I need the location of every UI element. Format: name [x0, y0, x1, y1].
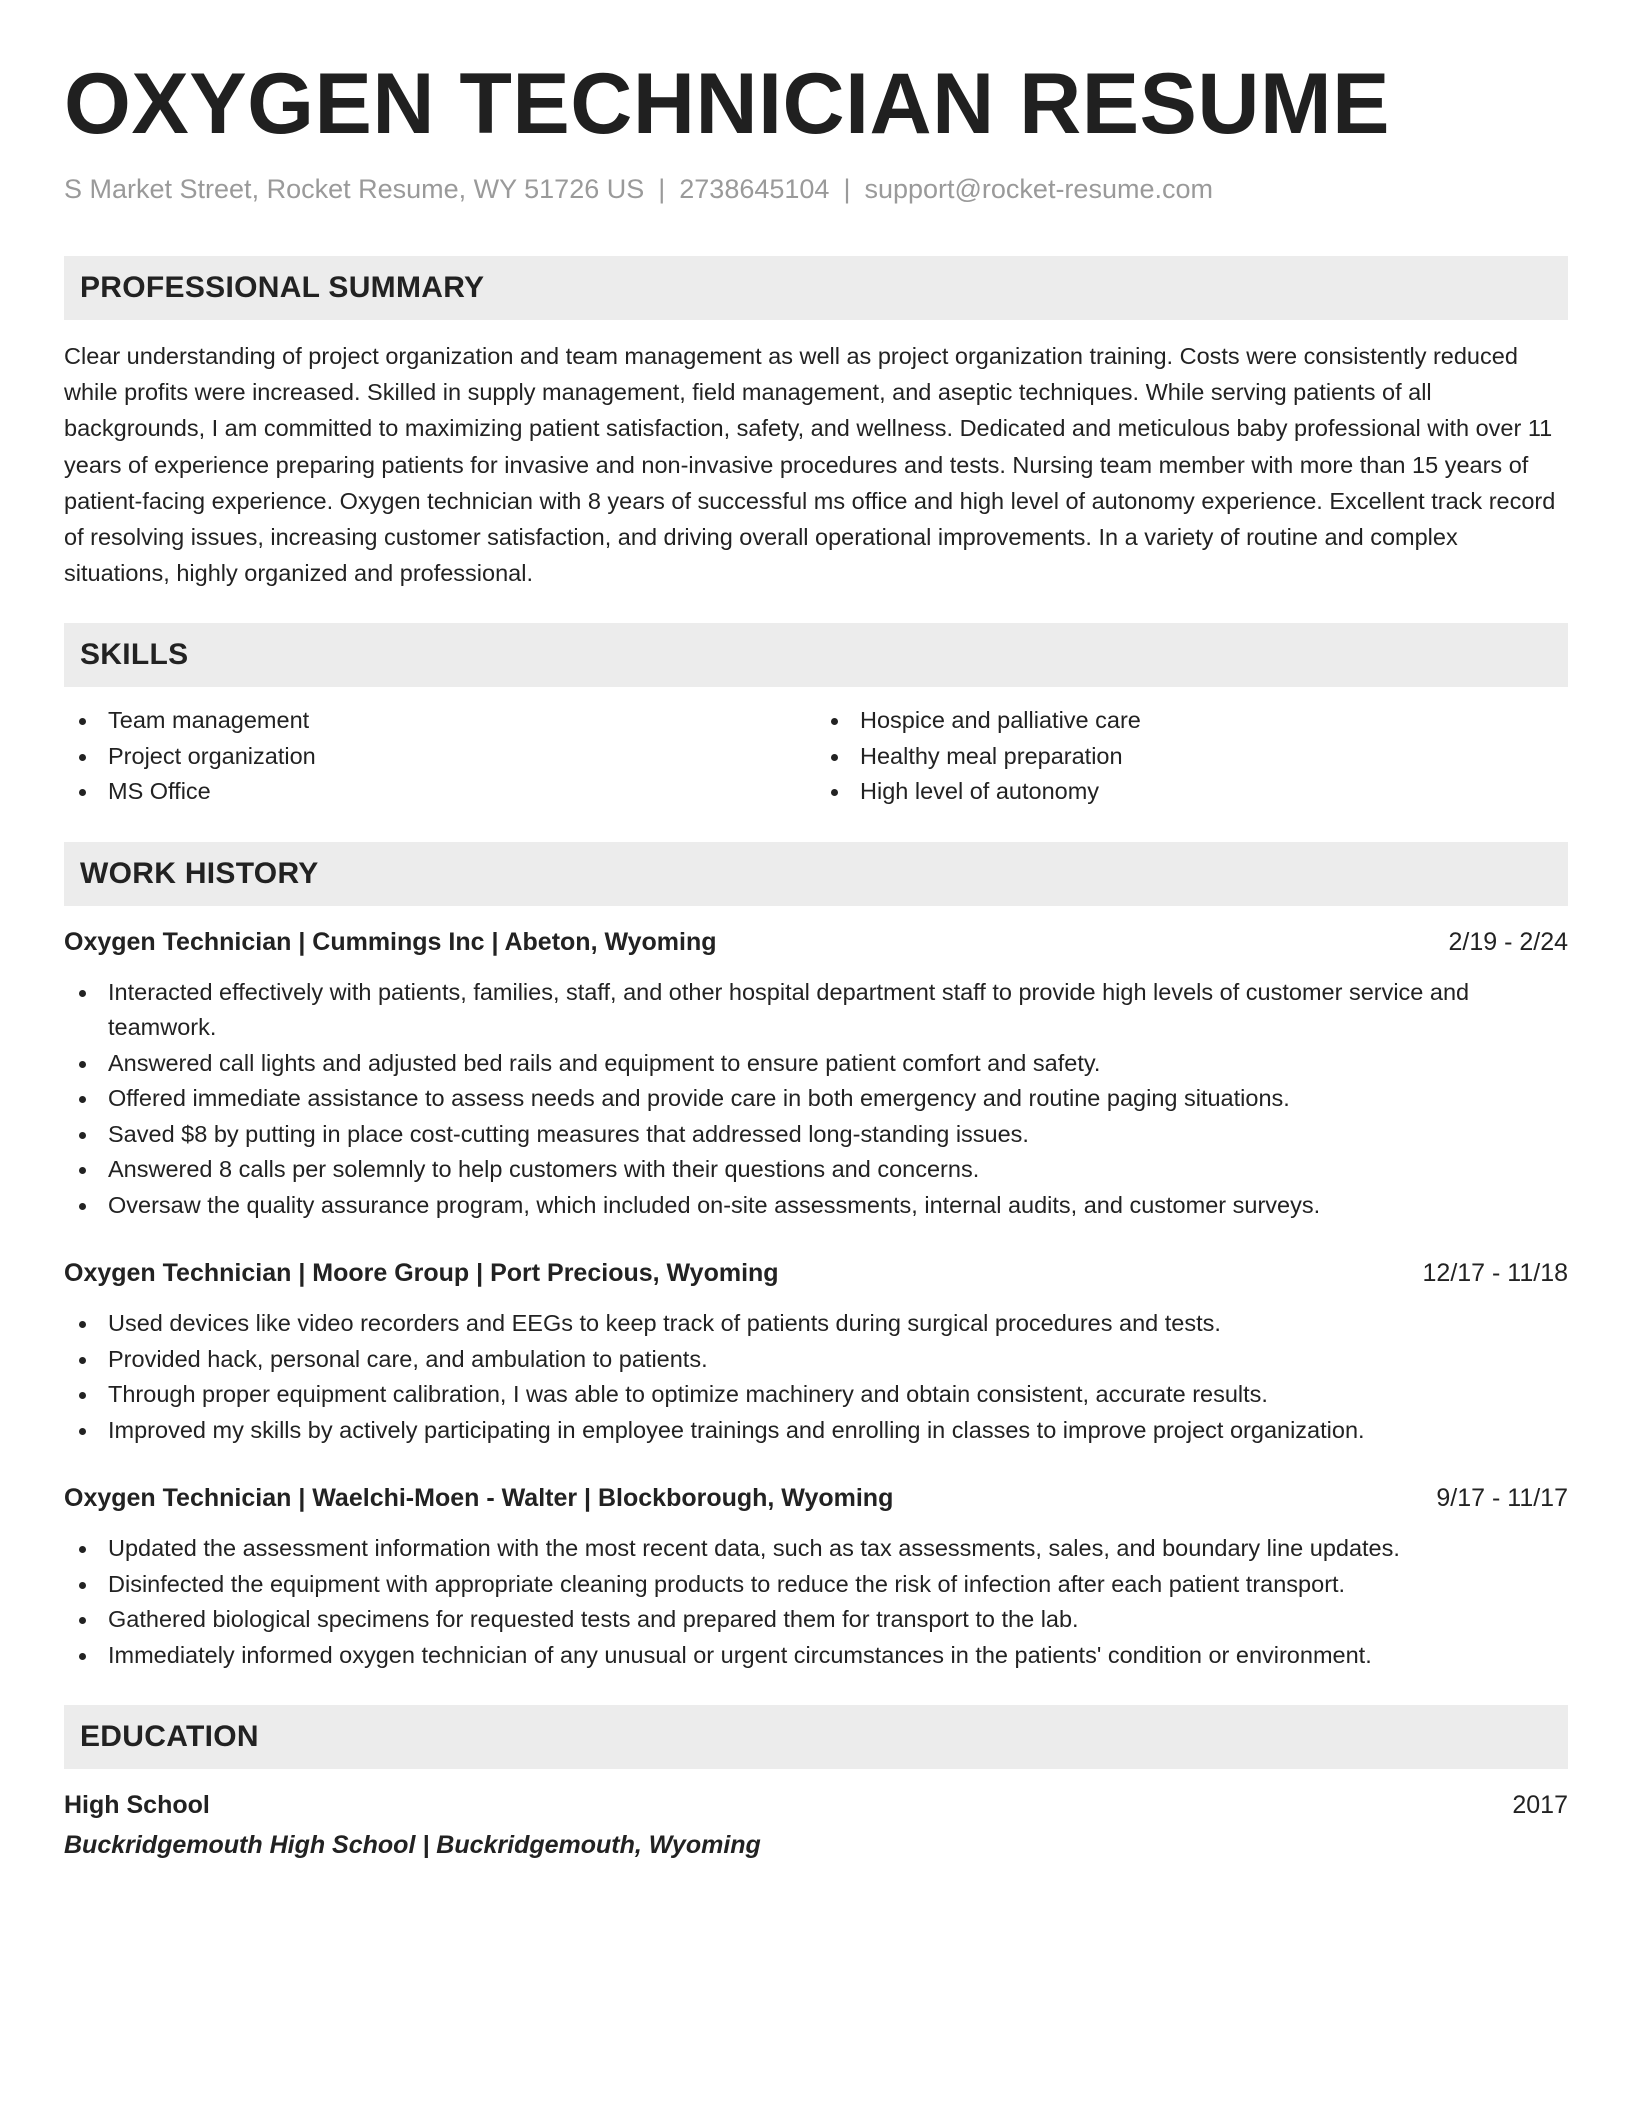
job-bullet	[64, 1531, 1568, 1567]
contact-separator: |	[658, 174, 666, 204]
skill-item	[64, 703, 816, 739]
bullet-icon	[79, 754, 86, 761]
job-bullet-text: Interacted effectively with patients, families, staff, and other hospital department staff to provide high levels of customer service and teamwork.	[108, 978, 1470, 1041]
job-bullet	[64, 1152, 1568, 1188]
bullet-icon	[79, 1061, 86, 1068]
job-bullet-text: Oversaw the quality assurance program, which included on-site assessments, internal audits, and customer surveys.	[108, 1191, 1321, 1218]
bullet-icon	[79, 990, 86, 997]
job-bullet	[64, 1188, 1568, 1224]
skill-item	[816, 739, 1568, 775]
job-dates: 2/19 - 2/24	[1448, 927, 1568, 956]
job-bullet	[64, 1342, 1568, 1378]
contact-address: S Market Street, Rocket Resume, WY 51726 US	[64, 174, 645, 204]
bullet-icon	[831, 789, 838, 796]
job-bullet-text: Used devices like video recorders and EEGs to keep track of patients during surgical procedures and tests.	[108, 1310, 1221, 1337]
job-bullets	[64, 1531, 1568, 1673]
job-bullet	[64, 1413, 1568, 1449]
job-title: Oxygen Technician | Cummings Inc | Abeton, Wyoming	[64, 927, 717, 956]
job-bullet	[64, 1306, 1568, 1342]
job-bullet	[64, 1638, 1568, 1674]
skills-column-right	[816, 703, 1568, 810]
job-dates: 12/17 - 11/18	[1422, 1259, 1568, 1288]
section-heading-education: EDUCATION	[64, 1705, 1568, 1769]
job-bullet-text: Offered immediate assistance to assess needs and provide care in both emergency and routine paging situations.	[108, 1085, 1290, 1112]
job-bullets	[64, 1306, 1568, 1448]
skill-item	[64, 774, 816, 810]
job-bullet-text: Disinfected the equipment with appropriate cleaning products to reduce the risk of infection after each patient transport.	[108, 1570, 1346, 1597]
job-bullet	[64, 975, 1568, 1046]
section-heading-work-history: WORK HISTORY	[64, 842, 1568, 906]
skills-list	[64, 703, 1568, 810]
job-bullet	[64, 1567, 1568, 1603]
job-title: Oxygen Technician | Moore Group | Port Precious, Wyoming	[64, 1259, 779, 1288]
contact-email: support@rocket-resume.com	[864, 174, 1213, 204]
skill-label: Hospice and palliative care	[860, 707, 1141, 734]
job-bullet-text: Through proper equipment calibration, I was able to optimize machinery and obtain consistent, accurate results.	[108, 1381, 1268, 1408]
bullet-icon	[79, 1321, 86, 1328]
bullet-icon	[79, 1617, 86, 1624]
resume-title: OXYGEN TECHNICIAN RESUME	[64, 56, 1391, 152]
job-bullet-text: Improved my skills by actively participating in employee trainings and enrolling in classes to improve project organization.	[108, 1416, 1365, 1443]
job-bullet-text: Updated the assessment information with the most recent data, such as tax assessments, sales, and boundary line updates.	[108, 1535, 1400, 1562]
bullet-icon	[79, 1582, 86, 1589]
bullet-icon	[79, 789, 86, 796]
job-bullet	[64, 1377, 1568, 1413]
bullet-icon	[79, 1203, 86, 1210]
bullet-icon	[831, 718, 838, 725]
contact-separator: |	[843, 174, 851, 204]
skill-label: MS Office	[108, 778, 211, 805]
skill-item	[816, 774, 1568, 810]
skills-column-left	[64, 703, 816, 810]
contact-phone: 2738645104	[679, 174, 830, 204]
job-bullet-text: Answered 8 calls per solemnly to help customers with their questions and concerns.	[108, 1156, 980, 1183]
section-heading-skills: SKILLS	[64, 623, 1568, 687]
job-header	[64, 924, 1568, 960]
bullet-icon	[79, 1392, 86, 1399]
bullet-icon	[79, 718, 86, 725]
bullet-icon	[831, 754, 838, 761]
job-bullet-text: Answered call lights and adjusted bed rails and equipment to ensure patient comfort and safety.	[108, 1049, 1101, 1076]
skill-label: Team management	[108, 707, 310, 734]
bullet-icon	[79, 1428, 86, 1435]
job-dates: 9/17 - 11/17	[1436, 1484, 1568, 1513]
skill-item	[816, 703, 1568, 739]
job-bullet	[64, 1081, 1568, 1117]
job-bullet	[64, 1602, 1568, 1638]
bullet-icon	[79, 1357, 86, 1364]
bullet-icon	[79, 1167, 86, 1174]
job-bullets	[64, 975, 1568, 1224]
job-title: Oxygen Technician | Waelchi-Moen - Walter | Blockborough, Wyoming	[64, 1484, 894, 1513]
section-heading-summary: PROFESSIONAL SUMMARY	[64, 256, 1568, 320]
skill-label: High level of autonomy	[860, 778, 1100, 805]
education-entry	[64, 1787, 1568, 1863]
job-header	[64, 1480, 1568, 1516]
job-bullet	[64, 1046, 1568, 1082]
contact-line	[64, 172, 1568, 206]
education-year: 2017	[1512, 1791, 1568, 1820]
bullet-icon	[79, 1096, 86, 1103]
education-degree: High School	[64, 1791, 210, 1820]
education-header	[64, 1787, 1568, 1823]
summary-text: Clear understanding of project organization and team management as well as project organization training. Costs were consistently reduced while profits were increased. Skilled in supply management, field management, and aseptic techniques. While serving patients of all backgrounds, I am committed to maximizing patient satisfaction, safety, and wellness. Dedicated and meticulous baby professional with over 11 years of experience preparing patients for invasive and non-invasive procedures and tests. Nursing team member with more than 15 years of patient-facing experience. Oxygen technician with 8 years of successful ms office and high level of autonomy experience. Excellent track record of resolving issues, increasing customer satisfaction, and driving overall operational improvements. In a variety of routine and complex situations, highly organized and professional.	[64, 343, 1556, 587]
job-bullet-text: Gathered biological specimens for requested tests and prepared them for transport to the lab.	[108, 1606, 1079, 1633]
bullet-icon	[79, 1653, 86, 1660]
skill-label: Healthy meal preparation	[860, 742, 1123, 769]
job-bullet-text: Provided hack, personal care, and ambulation to patients.	[108, 1345, 708, 1372]
bullet-icon	[79, 1132, 86, 1139]
job-entry	[64, 924, 1568, 1224]
education-school: Buckridgemouth High School | Buckridgemouth, Wyoming	[64, 1831, 761, 1860]
job-bullet-text: Saved $8 by putting in place cost-cutting measures that addressed long-standing issues.	[108, 1120, 1029, 1147]
skill-item	[64, 739, 816, 775]
bullet-icon	[79, 1546, 86, 1553]
job-entry	[64, 1480, 1568, 1673]
skill-label: Project organization	[108, 742, 316, 769]
job-entry	[64, 1255, 1568, 1448]
job-header	[64, 1255, 1568, 1291]
job-bullet	[64, 1117, 1568, 1153]
job-bullet-text: Immediately informed oxygen technician of any unusual or urgent circumstances in the patients' condition or environment.	[108, 1641, 1372, 1668]
